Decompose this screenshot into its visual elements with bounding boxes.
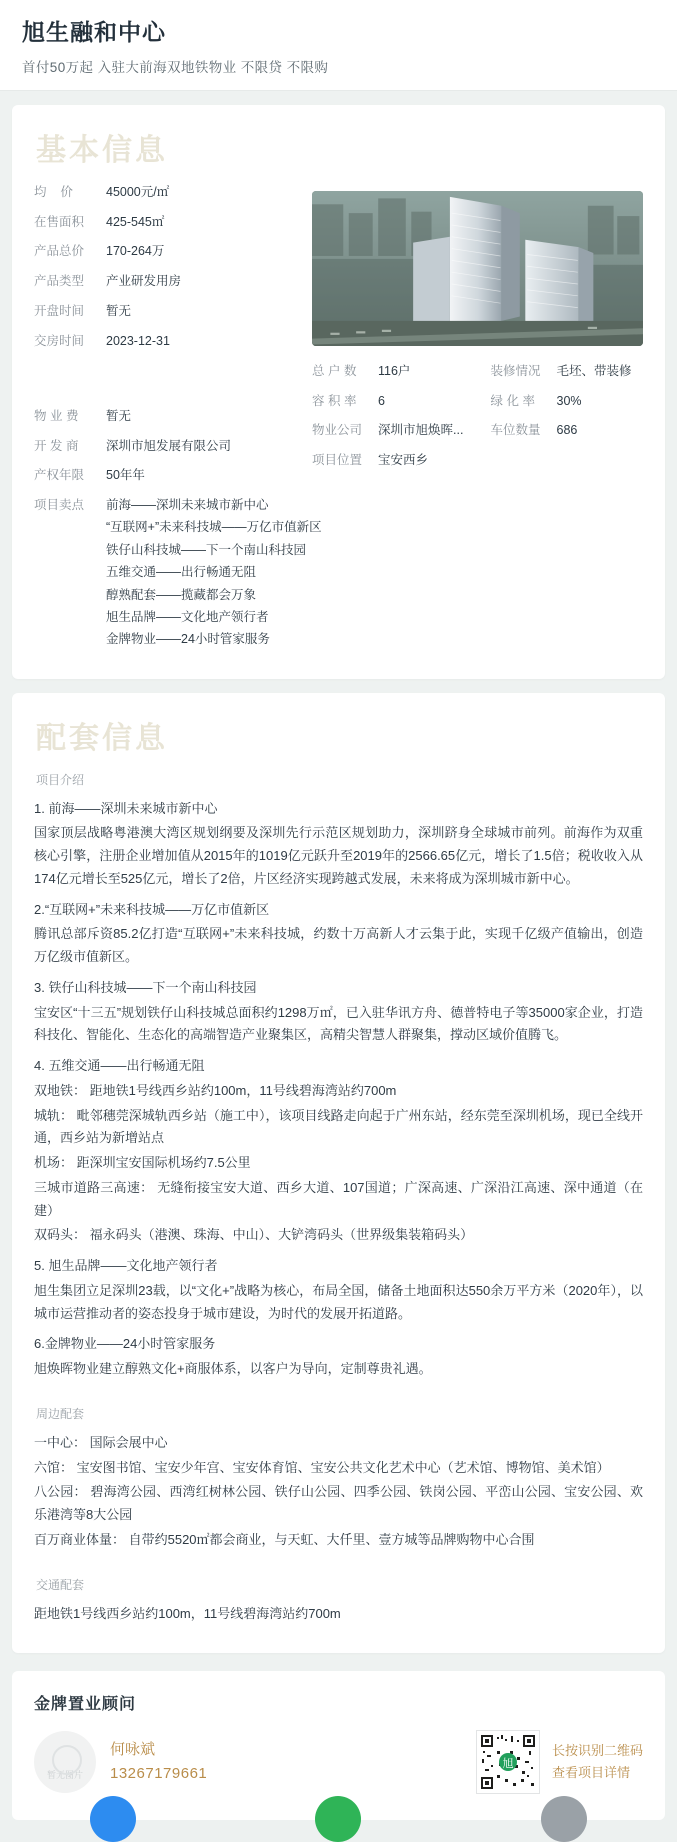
traffic-facility-item: 距地铁1号线西乡站约100m，11号线碧海湾站约700m [34,1605,341,1621]
selling-point-item: 旭生品牌——文化地产领行者 [106,609,269,624]
around-facility-item: 八公园： 碧海湾公园、西湾红树林公园、铁仔山公园、四季公园、铁岗公园、平峦山公园、宝安公园、欢乐港湾等8大公园 [34,1484,643,1523]
info-key: 开 发 商 [34,438,79,453]
bottom-action-secondary[interactable] [315,1796,361,1842]
avatar [34,1731,96,1793]
intro-paragraph: 6.金牌物业——24小时管家服务 [34,1336,216,1352]
info-value: 暂无 [106,303,132,318]
bottom-action-bar [0,1792,677,1820]
traffic-facilities-label: 交通配套 [36,1577,85,1592]
selling-point-item: 金牌物业——24小时管家服务 [106,632,270,647]
info-key: 物 业 费 [34,408,79,423]
info-value: 毛坯、带装修 [556,363,632,378]
page-title: 旭生融和中心 [22,19,166,45]
info-key: 开盘时间 [34,303,85,318]
consultant-name: 何咏斌 [110,1741,156,1759]
info-value: 2023-12-31 [106,333,170,348]
supporting-info-card [12,693,665,1654]
selling-points-list [106,496,322,653]
bottom-action-primary[interactable] [90,1796,136,1842]
info-row-ownership-years [34,466,302,485]
info-key: 项目位置 [312,453,363,467]
info-value: 宝安西乡 [378,453,429,467]
around-facilities-label: 周边配套 [36,1406,85,1421]
info-key: 在售面积 [34,214,85,229]
qr-code-image[interactable] [476,1730,540,1794]
basic-info-right-column [312,183,643,481]
info-value: 30% [556,393,582,408]
info-value: 深圳市旭焕晖... [378,423,464,438]
supporting-info-title: 配套信息 [36,721,168,755]
qr-hint-line1: 长按识别二维码 [551,1743,643,1759]
info-key: 装修情况 [490,363,541,378]
info-key: 容 积 率 [312,393,357,408]
qr-hint-text [552,1740,643,1784]
info-row-plot-ratio [312,392,465,411]
info-key: 绿 化 率 [490,393,535,408]
info-key: 总 户 数 [312,363,357,378]
info-row-delivery-date [34,332,302,351]
info-key: 产品总价 [34,244,85,259]
consultant-row [34,1730,643,1794]
basic-info-left-column-continued [34,407,302,485]
info-value: 170-264万 [106,244,165,259]
info-key: 产品类型 [34,274,85,288]
intro-paragraph: 3. 铁仔山科技城——下一个南山科技园 [34,979,257,995]
basic-info-title: 基本信息 [36,133,168,167]
svg-text:旭: 旭 [502,1758,514,1771]
intro-paragraph: 4. 五维交通——出行畅通无阻 [34,1058,205,1074]
project-intro-label: 项目介绍 [36,772,85,787]
info-row-open-date [34,302,302,321]
selling-point-item: 前海——深圳未来城市新中心 [106,498,269,512]
intro-paragraph: 双地铁： 距地铁1号线西乡站约100m，11号线碧海湾站约700m [34,1082,397,1098]
intro-paragraph: 旭生集团立足深圳23载，以“文化+”战略为核心，布局全国，储备土地面积达550余万平方米（2020年），以城市运营推动者的姿态投身于城市建设，为时代的发展开拓道路。 [34,1282,643,1321]
consultant-title: 金牌置业顾问 [34,1696,137,1714]
basic-info-secondary-grid [312,362,643,481]
intro-paragraph: 三城市道路三高速： 无缝衔接宝安大道、西乡大道、107国道；广深高速、广深沿江高速、深中通道（在建） [34,1179,643,1218]
info-row-avg-price [34,183,302,202]
info-key: 物业公司 [312,423,363,438]
spacer [34,1383,643,1401]
info-value: 深圳市旭发展有限公司 [106,438,232,453]
around-facility-item: 一中心： 国际会展中心 [34,1434,168,1450]
info-row-green-ratio [491,392,644,411]
info-value: 686 [556,423,578,438]
selling-points [34,496,643,653]
info-value: 45000元/㎡ [106,184,170,199]
info-value: 暂无 [106,408,132,423]
intro-paragraph: 1. 前海——深圳未来城市新中心 [34,800,218,816]
intro-paragraph: 双码头： 福永码头（港澳、珠海、中山）、大铲湾码头（世界级集装箱码头） [34,1227,474,1243]
basic-info-card [12,105,665,679]
info-key: 均 价 [34,184,73,199]
page-header [0,0,677,91]
qr-section [476,1730,643,1794]
around-facility-item: 百万商业体量： 自带约5520㎡都会商业，与天虹、大仟里、壹方城等品牌购物中心合围 [34,1531,535,1547]
selling-points-label: 项目卖点 [34,498,85,512]
consultant-info [96,1738,207,1786]
info-key: 交房时间 [34,333,85,348]
info-row-decoration [491,362,644,381]
project-photo-illustration [312,191,643,346]
info-row-developer [34,437,302,456]
page-subtitle: 首付50万起 入驻大前海双地铁物业 不限贷 不限购 [22,59,329,75]
info-row-total-units [312,362,465,381]
info-value: 6 [378,393,385,408]
info-row-total-price [34,242,302,261]
info-row-parking-count [491,421,644,440]
intro-paragraph: 腾讯总部斥资85.2亿打造“互联网+”未来科技城，约数十万高新人才云集于此，实现千亿级产值输出，创造万亿级市值新区。 [34,926,643,965]
qr-code-graphic [477,1731,539,1793]
consultant-phone[interactable]: 13267179661 [110,1765,208,1783]
avatar-placeholder-label: 暂无图片 [46,1769,83,1780]
intro-paragraph: 5. 旭生品牌——文化地产领行者 [34,1258,218,1274]
info-value: 50年年 [106,468,145,483]
intro-paragraph: 2.“互联网+”未来科技城——万亿市值新区 [34,901,270,917]
info-row-property-company [312,421,465,440]
info-row-location [312,451,465,470]
info-key: 产权年限 [34,468,85,483]
selling-point-item: 醇熟配套——揽藏都会万象 [106,587,257,602]
info-value: 425-545㎡ [106,214,165,229]
intro-paragraph: 旭焕晖物业建立醇熟文化+商服体系，以客户为导向，定制尊贵礼遇。 [34,1361,432,1377]
info-row-area-on-sale [34,213,302,232]
info-value: 产业研发用房 [106,274,182,288]
intro-paragraph: 宝安区“十三五”规划铁仔山科技城总面积约1298万㎡，已入驻华讯方舟、德普特电子等35000家企业，打造科技化、智能化、生态化的高端智造产业聚集区，高精尖智慧人群聚集，撑动区域价值腾飞。 [34,1004,643,1043]
bottom-action-tertiary[interactable] [541,1796,587,1842]
info-key: 车位数量 [490,423,541,438]
info-row-product-type [34,272,302,291]
spacer [34,1554,643,1572]
info-row-property-fee [34,407,302,426]
qr-hint-line2: 查看项目详情 [551,1765,630,1781]
selling-point-item: 铁仔山科技城——下一个南山科技园 [106,542,307,557]
around-facility-item: 六馆： 宝安图书馆、宝安少年宫、宝安体育馆、宝安公共文化艺术中心（艺术馆、博物馆、美术馆） [34,1459,610,1475]
intro-paragraph: 国家顶层战略粤港澳大湾区规划纲要及深圳先行示范区规划助力，深圳跻身全球城市前列。前海作为双重核心引擎，注册企业增加值从2015年的1019亿元跃升至2019年的2566.65亿元，增长了1.5倍；税收收入从174亿元增长至525亿元，增长了2倍，片区经济实现跨越式发展，未来将成为深圳城市新中心。 [34,825,643,886]
intro-paragraph: 机场： 距深圳宝安国际机场约7.5公里 [34,1155,251,1171]
selling-point-item: “互联网+”未来科技城——万亿市值新区 [106,520,322,535]
intro-paragraph: 城轨： 毗邻穗莞深城轨西乡站（施工中），该项目线路走向起于广州东站，经东莞至深圳机场，现已全线开通，西乡站为新增站点 [34,1107,643,1146]
selling-point-item: 五维交通——出行畅通无阻 [106,565,257,580]
info-value: 116户 [378,363,411,378]
project-photo [312,191,643,346]
